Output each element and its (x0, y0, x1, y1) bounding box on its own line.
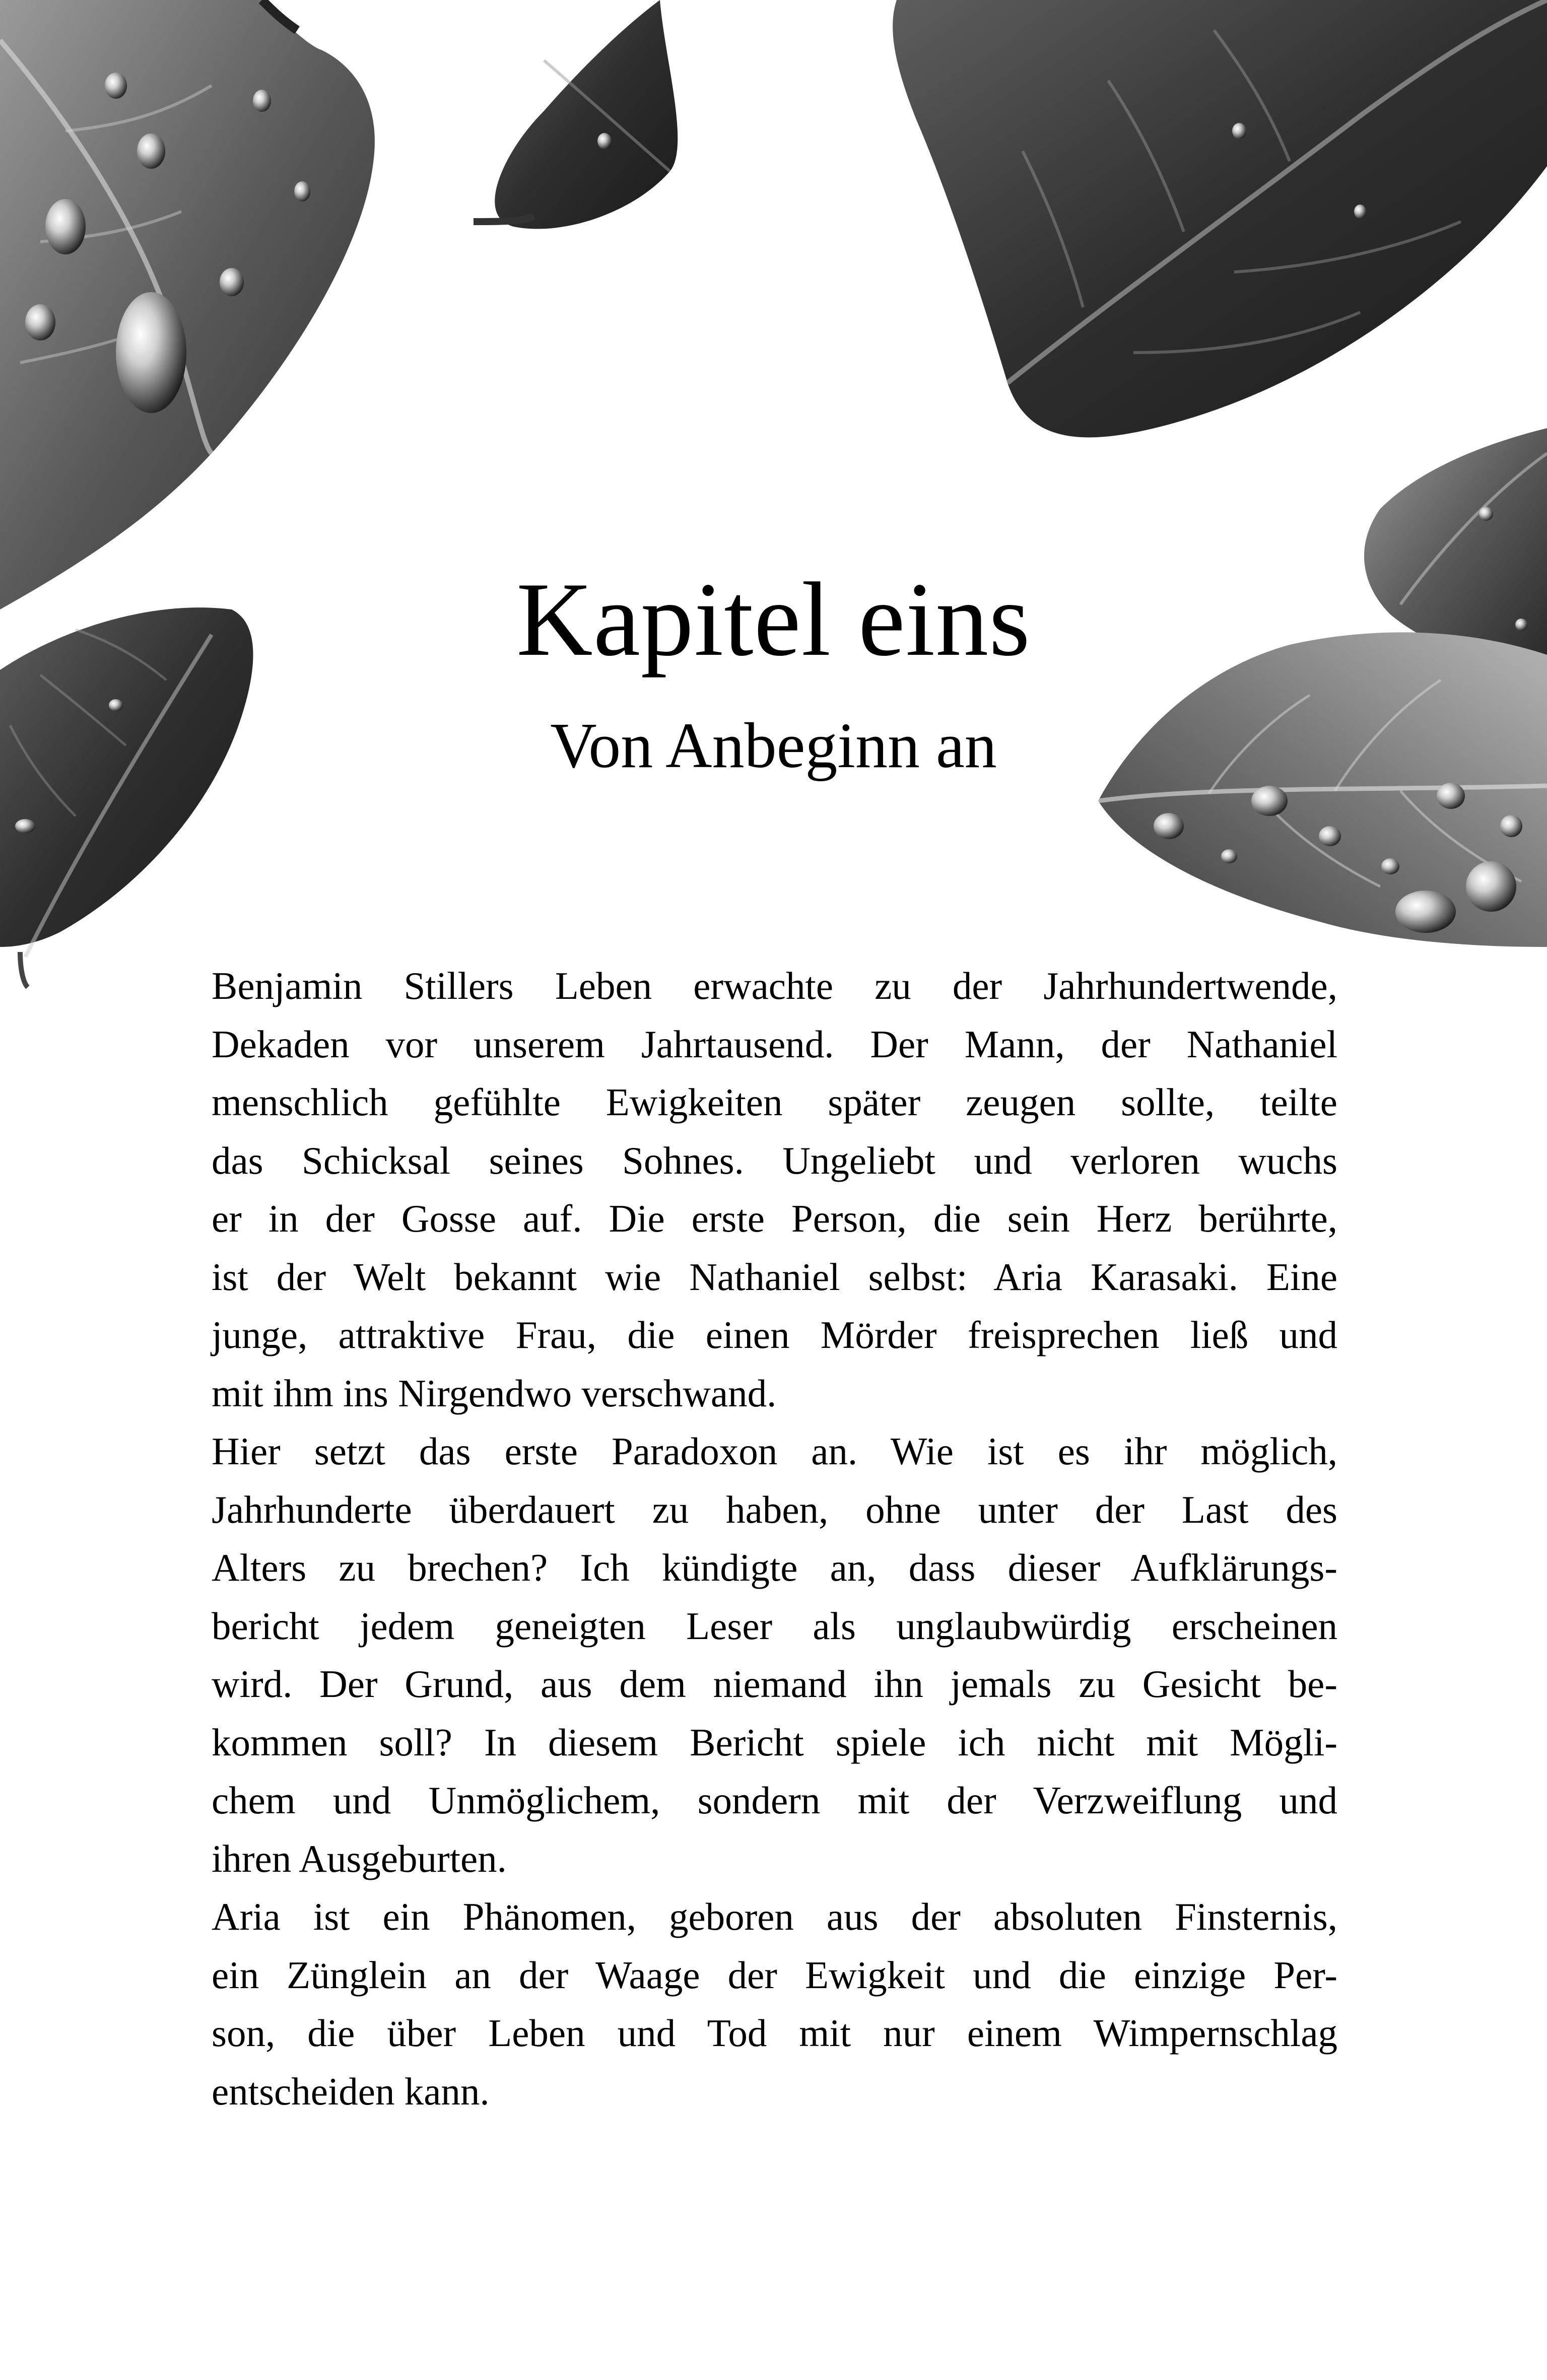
text-line: Jahrhunderte überdauert zu haben, ohne unter der Last des (212, 1487, 1337, 1531)
paragraph-3 (212, 1888, 1337, 2121)
text-line: Dekaden vor unserem Jahrtausend. Der Mann, der Nathaniel (212, 1022, 1337, 1066)
text-line: Aria ist ein Phänomen, geboren aus der absoluten Finsternis, (212, 1895, 1337, 1938)
paragraph-1 (212, 957, 1337, 1422)
text-line: ein Zünglein an der Waage der Ewigkeit und die einzige Per- (212, 1953, 1337, 1997)
text-line: son, die über Leben und Tod mit nur einem Wimpernschlag (212, 2011, 1337, 2055)
text-line: mit ihm ins Nirgendwo verschwand. (212, 1371, 777, 1415)
text-line: das Schicksal seines Sohnes. Ungeliebt und verloren wuchs (212, 1138, 1337, 1182)
leaf-top-left (0, 0, 375, 609)
leaf-top-right (893, 0, 1547, 437)
chapter-subtitle: Von Anbeginn an (550, 710, 997, 781)
text-line: Alters zu brechen? Ich kündigte an, dass dieser Aufklärungs- (212, 1546, 1337, 1589)
text-line: er in der Gosse auf. Die erste Person, die sein Herz berührte, (212, 1197, 1337, 1240)
text-line: chem und Unmöglichem, sondern mit der Verzweiflung und (212, 1779, 1337, 1822)
text-line: kommen soll? In diesem Bericht spiele ich nicht mit Mögli- (212, 1720, 1337, 1764)
text-line: Benjamin Stillers Leben erwachte zu der Jahrhundertwende, (212, 964, 1337, 1007)
text-line: bericht jedem geneigten Leser als unglaubwürdig erscheinen (212, 1604, 1337, 1648)
text-line: ihren Ausgeburten. (212, 1837, 507, 1880)
text-line: menschlich gefühlte Ewigkeiten später zeugen sollte, teilte (212, 1080, 1337, 1124)
body-text (212, 957, 1337, 2121)
leaf-top-center-small (474, 0, 678, 229)
paragraph-2 (212, 1422, 1337, 1888)
text-line: entscheiden kann. (212, 2069, 490, 2113)
chapter-title: Kapitel eins (516, 561, 1031, 678)
text-line: Hier setzt das erste Paradoxon an. Wie ist es ihr möglich, (212, 1430, 1337, 1473)
text-line: ist der Welt bekannt wie Nathaniel selbst: Aria Karasaki. Eine (212, 1255, 1337, 1299)
text-line: junge, attraktive Frau, die einen Mörder freisprechen ließ und (212, 1313, 1337, 1356)
text-line: wird. Der Grund, aus dem niemand ihn jemals zu Gesicht be- (212, 1662, 1337, 1706)
